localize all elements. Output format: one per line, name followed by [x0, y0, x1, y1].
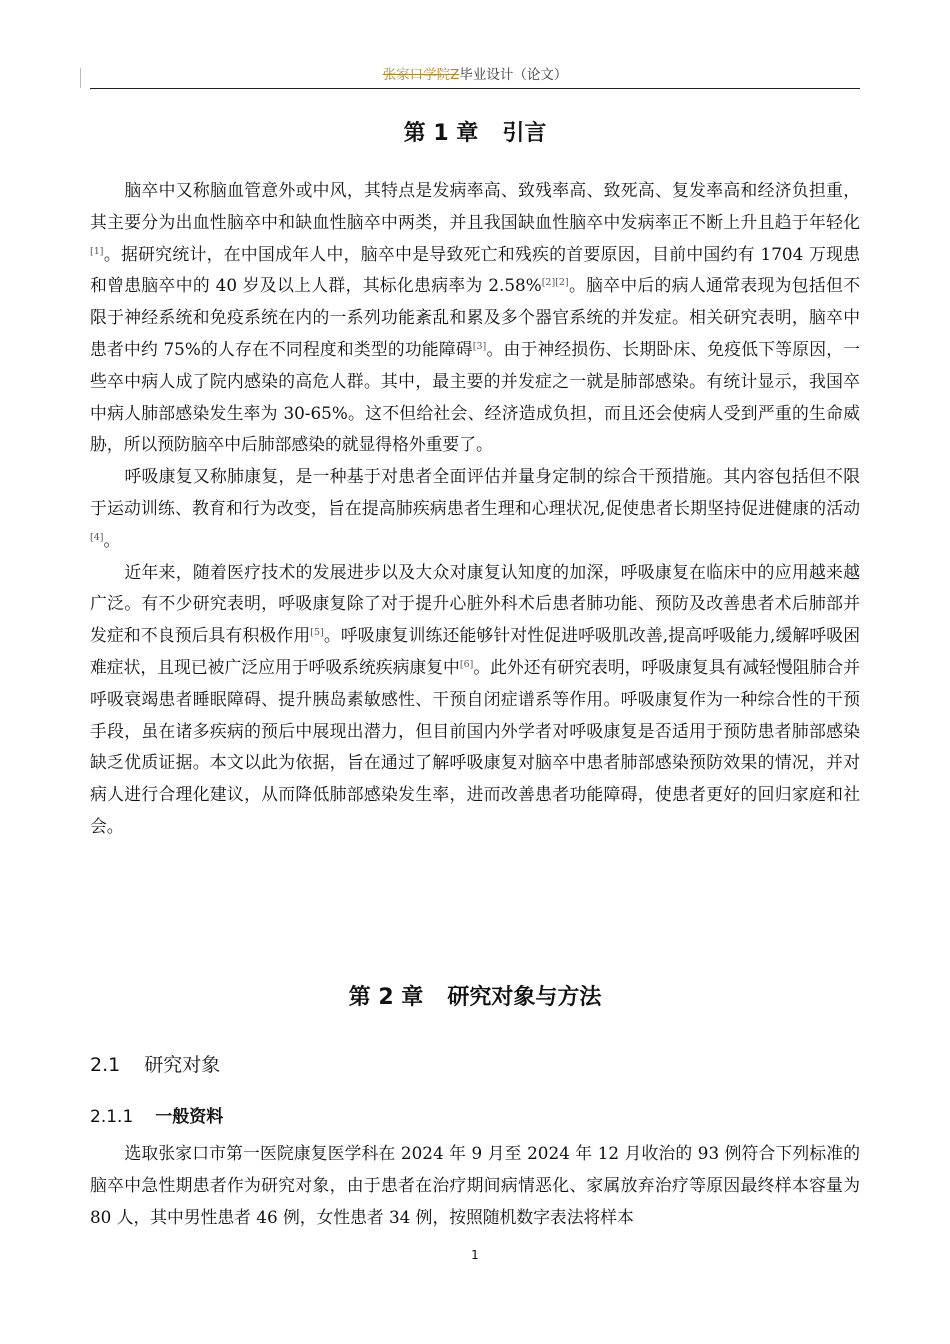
paragraph-2-1-1: 选取张家口市第一医院康复医学科在 2024 年 9 月至 2024 年 12 月收治的 93 例符合下列标准的脑卒中急性期患者作为研究对象，由于患者在治疗期间病情恶化、家属放弃治疗等原因最终样本容量为 80 人，其中男性患者 46 例，女性患者 34 例，按照随机数字表法将样本	[90, 1143, 860, 1227]
paragraph-2	[90, 461, 860, 556]
paragraph-2-text-a: 呼吸康复又称肺康复，是一种基于对患者全面评估并量身定制的综合干预措施。其内容包括但不限于运动训练、教育和行为改变，旨在提高肺疾病患者生理和心理状况,促使患者长期坚持促进健康的活动	[90, 466, 860, 518]
paragraph-1-text-a: 脑卒中又称脑血管意外或中风，其特点是发病率高、致残率高、致死高、复发率高和经济负担重，其主要分为出血性脑卒中和缺血性脑卒中两类，并且我国缺血性脑卒中发病率正不断上升且趋于年轻化	[90, 180, 860, 232]
subsection-2-1-1-heading	[90, 1102, 223, 1127]
paragraph-3	[90, 557, 860, 843]
header-school-name: 张家口学院Z	[382, 67, 460, 83]
chapter-2-title: 研究对象与方法	[447, 985, 602, 1010]
chapter-2-number: 第 2 章	[348, 985, 424, 1010]
citation-4: [4]	[90, 531, 104, 543]
paragraph-3-text-c: 。此外还有研究表明，呼吸康复具有减轻慢阻肺合并呼吸衰竭患者睡眠障碍、提升胰岛素敏感性、干预自闭症谱系等作用。呼吸康复作为一种综合性的干预手段，虽在诸多疾病的预后中展现出潜力，但目前国内外学者对呼吸康复是否适用于预防患者肺部感染缺乏优质证据。本文以此为依据，旨在通过了解呼吸康复对脑卒中患者肺部感染预防效果的情况，并对病人进行合理化建议，从而降低肺部感染发生率，进而改善患者功能障碍，使患者更好的回归家庭和社会。	[90, 656, 860, 836]
paragraph-1-text-d: 。由于神经损伤、长期卧床、免疫低下等原因，一些卒中病人成了院内感染的高危人群。其中，最主要的并发症之一就是肺部感染。有统计显示，我国卒中病人肺部感染发生率为 30-65%。这不但给社会、经济造成负担，而且还会使病人受到严重的生命威胁，所以预防脑卒中后肺部感染的就显得格外重要了。	[90, 338, 860, 455]
chapter-1-body	[90, 175, 860, 843]
chapter-2-heading	[90, 980, 860, 1011]
subsection-2-1-1-title: 一般资料	[155, 1107, 224, 1127]
citation-1: [1]	[90, 245, 104, 257]
paragraph-1	[90, 175, 860, 461]
chapter-1-number: 第 1 章	[403, 121, 479, 146]
chapter-1-title: 引言	[502, 121, 547, 146]
page-header	[90, 64, 860, 89]
header-document-type: 毕业设计（论文）	[459, 67, 568, 83]
section-2-1-title: 研究对象	[144, 1054, 221, 1076]
citation-3: [3]	[472, 340, 487, 352]
paragraph-1-text-c: 。脑卒中后的病人通常表现为包括但不限于神经系统和免疫系统在内的一系列功能紊乱和累及多个器官系统的并发症。相关研究表明，脑卒中患者中约 75%的人存在不同程度和类型的功能障碍	[90, 275, 860, 359]
chapter-1-heading	[90, 116, 860, 147]
section-2-1-1-body	[90, 1138, 860, 1233]
paragraph-2-text-b: 。	[103, 529, 121, 550]
page-number: 1	[471, 1248, 479, 1262]
paragraph-3-text-b: 。呼吸康复训练还能够针对性促进呼吸肌改善,提高呼吸能力,缓解呼吸困难症状，且现已被广泛应用于呼吸系统疾病康复中	[90, 625, 860, 677]
section-2-1-number: 2.1	[90, 1054, 121, 1076]
paragraph-3-text-a: 近年来，随着医疗技术的发展进步以及大众对康复认知度的加深，呼吸康复在临床中的应用越来越广泛。有不少研究表明，呼吸康复除了对于提升心脏外科术后患者肺功能、预防及改善患者术后肺部并发症和不良预后具有积极作用	[90, 561, 860, 646]
section-2-1-heading	[90, 1050, 220, 1077]
paragraph-1-text-b: 。据研究统计，在中国成年人中，脑卒中是导致死亡和残疾的首要原因，目前中国约有 1704 万现患和曾患脑卒中的 40 岁及以上人群，其标化患病率为 2.58%	[90, 243, 860, 296]
subsection-2-1-1-number: 2.1.1	[90, 1107, 134, 1127]
citation-2: [2][2]	[541, 277, 569, 289]
margin-corner-mark	[80, 68, 81, 88]
citation-6: [6]	[459, 658, 474, 670]
citation-5: [5]	[310, 627, 324, 639]
